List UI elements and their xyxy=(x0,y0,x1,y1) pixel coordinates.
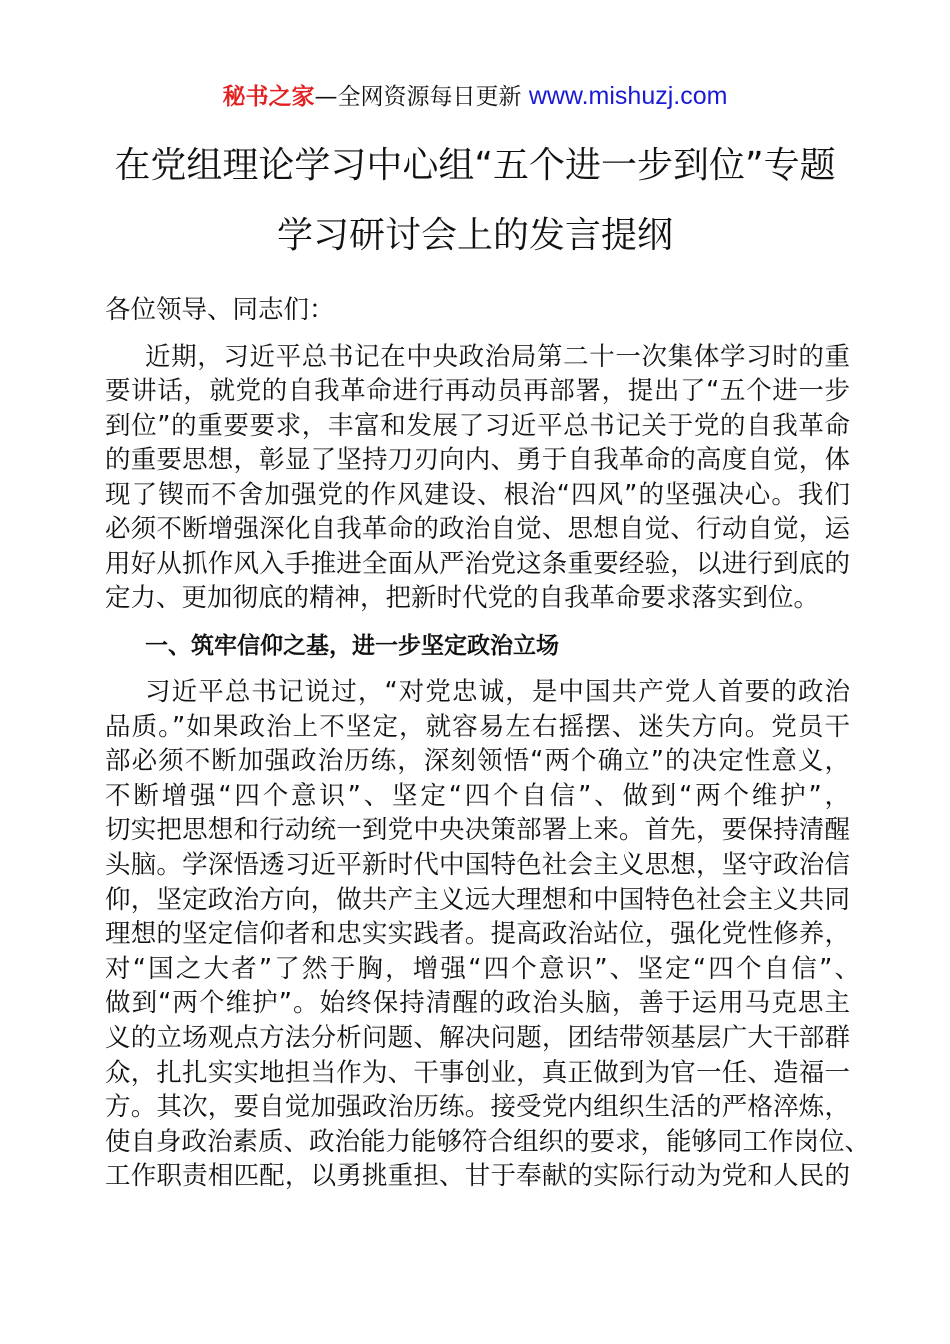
text-line: 众，扎扎实实地担当作为、干事创业，真正做到为官一任、造福一 xyxy=(105,1058,850,1088)
text-line: 到位”的重要要求，丰富和发展了习近平总书记关于党的自我革命 xyxy=(105,411,850,441)
text-line: 近期，习近平总书记在中央政治局第二十一次集体学习时的重 xyxy=(145,342,850,372)
text-line: 部必须不断加强政治历练，深刻领悟“两个确立”的决定性意义， xyxy=(105,746,850,776)
text-line: 工作职责相匹配，以勇挑重担、甘于奉献的实际行动为党和人民的 xyxy=(105,1161,850,1191)
text-line: 对“国之大者”了然于胸，增强“四个意识”、坚定“四个自信”、 xyxy=(105,954,861,984)
text-line: 做到“两个维护”。始终保持清醒的政治头脑，善于运用马克思主 xyxy=(105,988,850,1018)
text-line: 品质。”如果政治上不坚定，就容易左右摇摆、迷失方向。党员干 xyxy=(105,712,850,742)
text-line: 定力、更加彻底的精神，把新时代党的自我革命要求落实到位。 xyxy=(105,583,820,613)
brand-name: 秘书之家 xyxy=(222,84,315,110)
text-line: 方。其次，要自觉加强政治历练。接受党内组织生活的严格淬炼， xyxy=(105,1092,850,1122)
text-line: 切实把思想和行动统一到党中央决策部署上来。首先，要保持清醒 xyxy=(105,815,850,845)
document-title-line-1: 在党组理论学习中心组“五个进一步到位”专题 xyxy=(114,145,836,186)
text-line: 习近平总书记说过，“对党忠诚，是中国共产党人首要的政治 xyxy=(145,677,850,707)
section-heading: 一、筑牢信仰之基，进一步坚定政治立场 xyxy=(145,633,559,659)
banner-slogan: —全网资源每日更新 xyxy=(314,84,529,110)
text-line: 要讲话，就党的自我革命进行再动员再部署，提出了“五个进一步 xyxy=(105,376,850,406)
salutation: 各位领导、同志们： xyxy=(105,295,335,325)
text-line: 必须不断增强深化自我革命的政治自觉、思想自觉、行动自觉，运 xyxy=(105,514,850,544)
site-banner xyxy=(0,80,950,113)
text-line: 义的立场观点方法分析问题、解决问题，团结带领基层广大干部群 xyxy=(105,1023,850,1053)
text-line: 使自身政治素质、政治能力能够符合组织的要求，能够同工作岗位、 xyxy=(105,1127,871,1157)
text-line: 不断增强“四个意识”、坚定“四个自信”、做到“两个维护”， xyxy=(105,781,850,811)
text-line: 现了锲而不舍加强党的作风建设、根治“四风”的坚强决心。我们 xyxy=(105,480,850,510)
text-line: 的重要思想，彰显了坚持刀刃向内、勇于自我革命的高度自觉，体 xyxy=(105,445,850,475)
text-line: 头脑。学深悟透习近平新时代中国特色社会主义思想，坚守政治信 xyxy=(105,850,850,880)
document-title-line-2: 学习研讨会上的发言提纲 xyxy=(276,215,673,256)
text-line: 用好从抓作风入手推进全面从严治党这条重要经验，以进行到底的 xyxy=(105,549,850,579)
site-url-link[interactable]: www.mishuzj.com xyxy=(528,82,728,110)
text-line: 理想的坚定信仰者和忠实实践者。提高政治站位，强化党性修养， xyxy=(105,919,850,949)
text-line: 仰，坚定政治方向，做共产主义远大理想和中国特色社会主义共同 xyxy=(105,885,850,915)
